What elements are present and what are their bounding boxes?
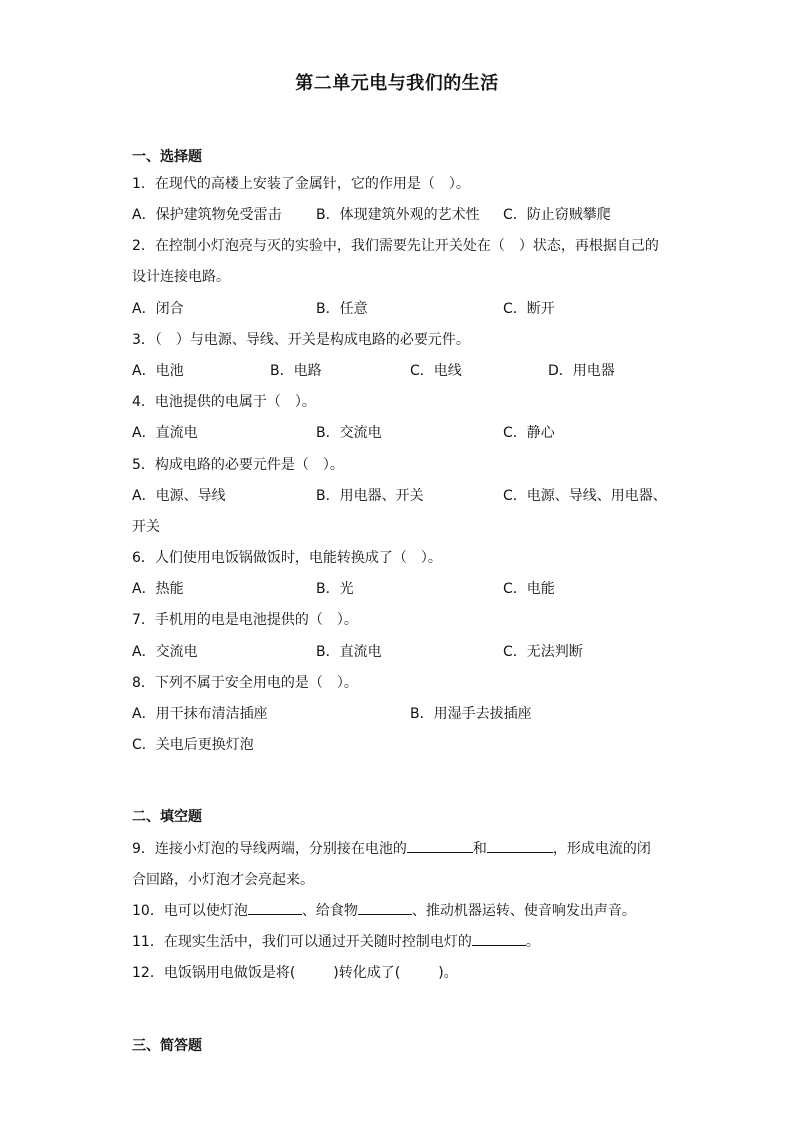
question-4-stem: 4．电池提供的电属于（ ）。 [132,394,316,410]
question-10 [132,900,636,920]
question-12-text-3: )。 [438,965,458,981]
question-5-option-a: A．电源、导线 [132,488,226,504]
answer-blank [358,900,412,915]
question-6-option-b: B．光 [316,581,354,597]
question-11-text-2: 。 [525,934,540,950]
question-1-option-c: C．防止窃贼攀爬 [503,207,611,223]
question-9-text-1: 9．连接小灯泡的导线两端，分别接在电池的 [132,841,407,857]
question-12-text-2: )转化成了( [333,965,401,981]
question-1-option-a: A．保护建筑物免受雷击 [132,207,282,223]
question-10-text-2: 、给食物 [301,903,358,919]
answer-blank [472,931,526,946]
question-6-stem: 6．人们使用电饭锅做饭时，电能转换成了（ ）。 [132,550,442,566]
question-11-text-1: 11．在现实生活中，我们可以通过开关随时控制电灯的 [132,934,472,950]
answer-blank [407,838,473,853]
question-8-option-a: A．用干抹布清洁插座 [132,706,268,722]
question-11 [132,931,540,951]
question-2-stem: 2．在控制小灯泡亮与灭的实验中，我们需要先让开关处在（ ）状态，再根据自己的 [132,238,659,254]
question-2-option-b: B．任意 [316,301,368,317]
section-heading-short-answer: 三、简答题 [132,1038,202,1054]
question-6-option-a: A．热能 [132,581,184,597]
question-2-stem-cont: 设计连接电路。 [132,269,230,285]
question-4-option-a: A．直流电 [132,425,198,441]
question-8-option-c: C．关电后更换灯泡 [132,737,254,753]
question-7-stem: 7．手机用的电是电池提供的（ ）。 [132,612,358,628]
question-8-stem: 8．下列不属于安全用电的是（ ）。 [132,675,358,691]
question-7-option-c: C．无法判断 [503,644,583,660]
question-4-option-c: C．静心 [503,425,555,441]
question-9-text-2: 和 [472,841,487,857]
question-12-text-1: 12．电饭锅用电做饭是将( [132,965,296,981]
question-10-text-3: 、推动机器运转、使音响发出声音。 [411,903,636,919]
question-3-stem: 3．（ ）与电源、导线、开关是构成电路的必要元件。 [132,332,470,348]
question-9-text-3: ，形成电流的闭 [552,841,651,857]
question-8-option-b: B．用湿手去拔插座 [410,706,532,722]
answer-blank [248,900,302,915]
question-1-option-b: B．体现建筑外观的艺术性 [316,207,480,223]
question-3-option-b: B．电路 [270,363,322,379]
question-9-line-2: 合回路，小灯泡才会亮起来。 [132,872,314,888]
question-2-option-c: C．断开 [503,301,555,317]
question-3-option-a: A．电池 [132,363,184,379]
question-3-option-c: C．电线 [410,363,462,379]
page-title: 第二单元电与我们的生活 [295,73,499,94]
question-5-option-c-cont: 开关 [132,519,160,535]
question-1-stem: 1．在现代的高楼上安装了金属针，它的作用是（ ）。 [132,176,470,192]
question-9-line-1 [132,838,651,858]
question-7-option-a: A．交流电 [132,644,198,660]
question-7-option-b: B．直流电 [316,644,382,660]
question-5-option-b: B．用电器、开关 [316,488,424,504]
question-5-stem: 5．构成电路的必要元件是（ ）。 [132,457,344,473]
question-5-option-c: C．电源、导线、用电器、 [503,488,667,504]
question-12 [132,962,458,982]
question-10-text-1: 10．电可以使灯泡 [132,903,248,919]
answer-blank [487,838,553,853]
section-heading-choice: 一、选择题 [132,149,202,165]
question-4-option-b: B．交流电 [316,425,382,441]
question-2-option-a: A．闭合 [132,301,184,317]
section-heading-fill: 二、填空题 [132,809,202,825]
question-6-option-c: C．电能 [503,581,555,597]
question-3-option-d: D．用电器 [548,363,615,379]
